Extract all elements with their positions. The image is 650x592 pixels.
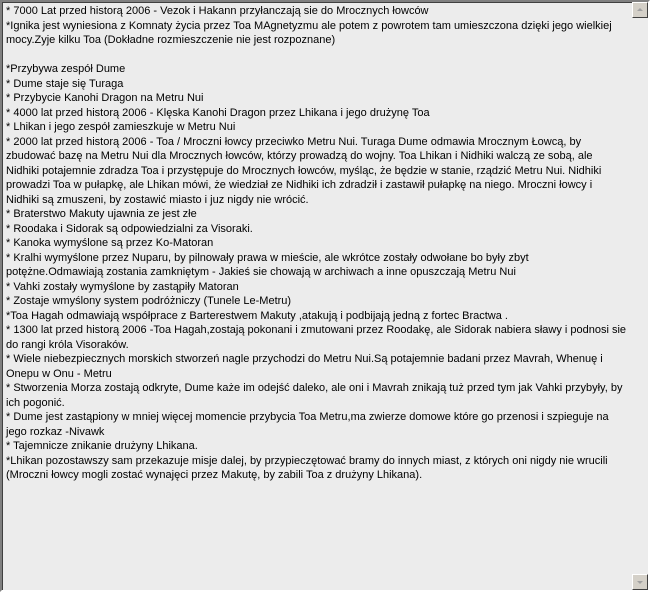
text-line: *Lhikan pozostawszy sam przekazuje misje dalej, by przypieczętować bramy do innych miast, z których oni nigdy nie wrucili (Mroczni łowcy mogli zostać wynajęci przez Makutę, by zabili Toa z drużyny Lhikana). [6, 454, 611, 481]
scroll-up-button[interactable] [632, 2, 648, 18]
text-content [6, 4, 628, 483]
text-line [6, 48, 628, 63]
text-line: * Kralhi wymyślone przez Nuparu, by pilnowały prawa w mieście, ale wkrótce zostały odwołane bo były zbyt potężne.Odmawiają zostania zamkniętym - Jakieś sie chowają w archiwach a inne opuszczają Metru Nui [6, 251, 532, 278]
text-line: *Ignika jest wyniesiona z Komnaty życia przez Toa MAgnetyzmu ale potem z powrotem tam umieszczona dzięki jego wielkiej mocy.Zyje kilku Toa (Dokładne rozmieszczenie nie jest rozpoznane) [6, 19, 615, 46]
vertical-scrollbar[interactable] [632, 2, 648, 590]
text-line: * 2000 lat przed historą 2006 - Toa / Mroczni łowcy przeciwko Metru Nui. Turaga Dume odmawia Mrocznym Łowcą, by zbudować bazę na Metru Nui dla Mrocznych łowców, którzy prowadzą do wojny. Toa Lhikan i Nidhiki walczą ze sobą, ale Nidhiki potajemnie zdradza Toa i przystępuje do Mrocznych łowców, myśląc, że będzie w stanie, rządzić Metru Nui. Nidhiki prowadzi Toa w pułapkę, ale Lhikan mówi, że wiedział ze Nidhiki ich zdradził i zastawił pułapkę na niego. Mroczni łowcy i Nidhiki są zmuszeni, by zostawić miasto i juz nigdy nie wrócić. [6, 135, 605, 206]
arrow-up-icon [637, 8, 643, 11]
text-line: * Braterstwo Makuty ujawnia ze jest złe [6, 208, 197, 220]
text-line: * 1300 lat przed historą 2006 -Toa Hagah,zostają pokonani i zmutowani przez Roodakę, ale Sidorak nabiera sławy i podnosi sie do rangi króla Visoraków. [6, 324, 630, 351]
text-line: * Dume jest zastąpiony w mniej więcej momencie przybycia Toa Metru,ma zwierze domowe które go przenosi i szpieguje na jego rozkaz -Nivawk [6, 411, 612, 438]
text-line: *Toa Hagah odmawiają współprace z Barterestwem Makuty ,atakują i podbijają jedną z fortec Bractwa . [6, 309, 508, 322]
text-line: * Dume staje się Turaga [6, 77, 124, 90]
text-line: * Lhikan i jego zespół zamieszkuje w Metru Nui [6, 121, 236, 133]
text-line: * Stworzenia Morza zostają odkryte, Dume każe im odejść daleko, ale oni i Mavrah znikają tuż przed tym jak Vahki przybyły, by ich pogonić. [6, 382, 626, 409]
text-line: *Przybywa zespół Dume [6, 63, 126, 75]
text-line: * 7000 Lat przed historą 2006 - Vezok i Hakann przyłanczają sie do Mrocznych łowców [6, 5, 429, 17]
text-line: * Tajemnicze znikanie drużyny Lhikana. [6, 440, 198, 452]
text-line: * Przybycie Kanohi Dragon na Metru Nui [6, 92, 204, 104]
text-line: * Zostaje wmyślony system podróżniczy (Tunele Le-Metru) [6, 295, 292, 307]
text-line: * Kanoka wymyślone są przez Ko-Matoran [6, 237, 214, 249]
scroll-down-button[interactable] [632, 574, 648, 590]
text-line: * Wiele niebezpiecznych morskich stworzeń nagle przychodzi do Metru Nui.Są potajemnie badani przez Mavrah, Whenuę i Onepu w Onu - Metru [6, 353, 606, 380]
text-line: * Roodaka i Sidorak są odpowiedzialni za Visoraki. [6, 222, 253, 235]
text-line: * Vahki zostały wymyślone by zastąpiły Matoran [6, 280, 239, 293]
arrow-down-icon [637, 581, 643, 584]
text-line: * 4000 lat przed historą 2006 - Klęska Kanohi Dragon przez Lhikana i jego drużynę Toa [6, 106, 430, 119]
